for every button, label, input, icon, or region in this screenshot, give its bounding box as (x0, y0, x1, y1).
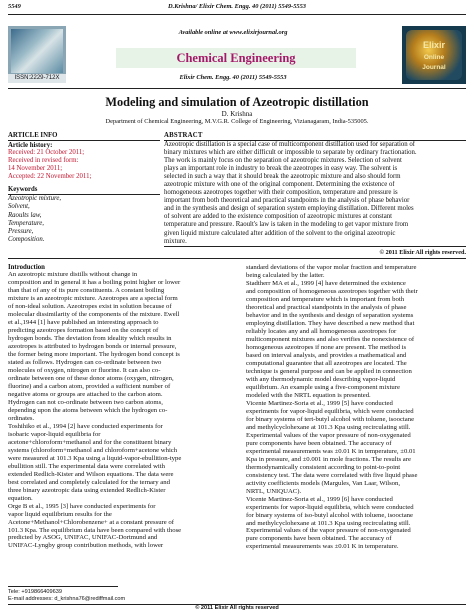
journal-name-band (116, 48, 356, 68)
author-affiliation: Department of Chemical Engineering, M.V.G.R. College of Engineering, Vizianagaram, India-535005. (105, 118, 369, 125)
abstract-line: Azeotropic distillation is a special case of multicomponent distillation used for separation of (164, 141, 416, 148)
abstract-line: homogeneous azeotropes together with their composition, temperature and pressure is (164, 189, 398, 197)
body-line: 101.3 Kpa. The equilibrium data have been compared with those (8, 526, 182, 534)
abstract-line: selected in such a way that it should break the azeotropic mixture and also should form (164, 173, 401, 181)
section-rule (8, 258, 466, 259)
body-line: computational guarantee that all azeotropes are located. The (246, 359, 407, 367)
body-line: multicomponent mixtures and also verifies the nonexistence of (246, 335, 415, 343)
cover-art (11, 29, 63, 73)
running-header (8, 3, 466, 13)
body-line: molecules of oxygen, nitrogen or fluorine. It can also co- (8, 366, 161, 374)
history-line: Accepted: 22 November 2011; (8, 173, 92, 181)
body-line: negative atoms or groups are attached to the carbon atom. (8, 390, 163, 398)
body-line: Hydrogen can not co-ordinate between two carbon atoms, (8, 398, 163, 406)
body-line: behavior and in the synthesis and design of separation systems (246, 311, 414, 319)
body-line: stated as follows. Hydrogen can co-ordinate between two (8, 358, 162, 366)
body-line: were measured at 101.3 Kpa using a liquid-vapor-ebullition-type (8, 454, 182, 462)
body-line: three binary azeotropic data using extended Redlich-Kister (8, 486, 166, 494)
abstract-line: important from both theoretical and practical standpoints in the analysis of phase behavior (164, 197, 410, 205)
body-line: and composition of homogeneous azeotropes together with their (246, 287, 418, 295)
left-column (8, 264, 228, 550)
body-line: molecular dissimilarity of the components of the mixture. Ewell (8, 310, 180, 318)
body-line: modeled with the NRTL equation is presented. (246, 391, 371, 399)
logo-word-3: Journal (422, 64, 446, 71)
elixir-citation: Elixir Chem. Engg. 40 (2011) 5549-5553 (179, 74, 287, 81)
article-info (8, 132, 160, 244)
body-line: activity coefficients models (Margules, Van Laar, Wilson, (246, 479, 401, 487)
footer-tele: Tele: +919866409639 (8, 589, 62, 595)
logo-word-2: Online (423, 54, 445, 61)
body-line: equilibrium. An example using a five-component mixture (246, 383, 400, 391)
right-column (246, 264, 466, 551)
body-line: vapor liquid equilibrium results for the (8, 510, 112, 518)
body-line: Orge B et al., 1995 [3] have conducted experiments for (8, 502, 156, 510)
body-line: composition and in general it has a boiling point higher or lower (8, 278, 181, 286)
body-line: best correlated and completely calculated for the ternary and (8, 478, 170, 486)
abstract-rule (164, 246, 466, 247)
footer-email[interactable]: E-mail addresses: d_krishna76@rediffmail.com (8, 596, 126, 602)
abstract-line: binary mixtures which are either difficult or impossible to separate by ordinary fractionation. (164, 149, 417, 157)
body-line: Acetone+Methanol+Chlorobenzene+ at a constant pressure of (8, 518, 174, 526)
abstract (164, 132, 466, 246)
body-line: employing distillation. They have described a new method that (246, 319, 415, 327)
body-line: equation. (8, 494, 33, 502)
abstract-line: The work is mainly focus on the separation of azeotropic mixtures. Selection of solvent (164, 157, 402, 165)
keywords-heading: Keywords (8, 186, 38, 194)
left-column-text (8, 271, 228, 550)
article-title: Modeling and simulation of Azeotropic distillation (105, 95, 369, 109)
body-line: theoretical and practical standpoints in the analysis of phase (246, 303, 407, 311)
body-line: technique is general purpose and can be applied in connection (246, 367, 412, 375)
body-line: extended Redlich-Kister and Wilson equations. The data were (8, 470, 174, 478)
journal-cover-image (8, 26, 66, 83)
abstract-line: mixture. (164, 237, 187, 245)
page-number: 5549 (8, 3, 21, 10)
body-line: pure components have been obtained. The accuracy of (246, 439, 392, 447)
body-line: experiments for vapor-liquid equilibria, which were conducted (246, 503, 414, 511)
body-line: based on interval analysis, and provides a mathematical and (246, 351, 407, 359)
body-line: Experimental values of the vapor pressure of non-oxygenated (246, 527, 411, 535)
body-line: for binary systems of tert-butyl alcohol with toluene, isooctane (246, 415, 415, 423)
abstract-line: of solvent are added to the existence composition of azeotropic mixtures at constant (164, 213, 393, 221)
history-line: Received in revised form: (8, 157, 79, 165)
header-rule (8, 14, 466, 15)
keyword: Composition. (8, 235, 45, 243)
keyword: Solvent, (8, 203, 30, 211)
article-info-heading: ARTICLE INFO (8, 132, 58, 139)
body-line: reliably locates any and all homogeneous azeotropes for (246, 327, 397, 335)
logo-word-1: Elixir (422, 40, 445, 50)
abstract-line: azeotropic mixture with one of the original component. Determining the existence of (164, 181, 395, 189)
body-line: of non-ideal solution. Azeotropes exist in solution because of (8, 302, 172, 310)
article-author: D. Krishna (221, 110, 253, 118)
journal-banner (66, 26, 400, 86)
keyword: Pressure, (8, 227, 34, 235)
history-line: Received: 21 October 2011; (8, 149, 85, 156)
body-line: UNIFAC-Lyngby group contribution methods, with lower (8, 542, 164, 550)
elixir-logo (402, 26, 466, 84)
body-line: standard deviations of the vapor molar fraction and temperature (246, 264, 417, 271)
body-line: Stadtherr MA et al., 1999 [4] have determined the existence (246, 279, 406, 287)
body-line: Experimental values of the vapor pressure of non-oxygenated (246, 431, 411, 439)
body-line: composition and temperature which is important from both (246, 295, 405, 303)
body-line: hydrogen bonds. The deviation from ideality which results in (8, 334, 172, 342)
body-line: ordinate between one of these donor atoms (oxygen, nitrogen, (8, 374, 174, 382)
body-line: acetone+chloroform+methanol and for the constituent binary (8, 438, 172, 446)
body-line: Toshihiko et al., 1994 [2] have conducted experiments for (8, 422, 163, 430)
intro-heading: Introduction (8, 264, 45, 271)
keyword: Azeotropic mixture, (8, 195, 62, 203)
body-line: An azeotropic mixture distills without change in (8, 271, 138, 278)
abstract-line: temperature and pressure. Raoult's law is taken in the modeling to get vapor mixture from (164, 221, 409, 229)
abstract-heading: ABSTRACT (164, 132, 203, 139)
body-line: being calculated by the latter. (246, 271, 325, 279)
banner-rule (8, 88, 466, 89)
body-line: et al.,1944 [1] have published an interesting approach to (8, 318, 159, 326)
keyword: Raoults law, (8, 211, 42, 219)
footer-copyright: © 2011 Elixir All rights reserved (195, 605, 279, 611)
body-line: predicting azeotropes formation based on the concept of (8, 326, 159, 334)
right-column-text (246, 264, 466, 551)
body-line: azeotropes is attributed to hydrogen bonds or internal pressure, (8, 342, 177, 350)
body-line: depending upon the atoms between which the hydrogen co- (8, 406, 168, 414)
body-line: ordinates. (8, 414, 35, 422)
abstract-line: given liquid mixture calculated after addition of the solvent to the original azeotropic (164, 229, 396, 237)
body-line: fluorine) and a carbon atom, provided a sufficient number of (8, 382, 171, 390)
body-line: the former being more important. The hydrogen bond concept is (8, 350, 180, 358)
body-line: homogeneous azeotropes if none are present. The method is (246, 343, 407, 351)
body-line: predicted by ASOG, UNIFAC, UNIFAC-Dortmund and (8, 534, 158, 542)
body-line: and methylcyclohexane at 101.3 Kpa using recirculating still. (246, 423, 411, 431)
abstract-line: plays an important role in industry to break the azeotropes in easy way. The solvent is (164, 165, 398, 173)
body-line: systems (chloroform+methanol and chloroform+acetone which (8, 446, 178, 454)
issn-label: ISSN:2229-712X (8, 74, 66, 83)
body-line: thermodynamically consistent according to point-to-point (246, 463, 401, 471)
body-line: mixture is an azeotropic mixture. Azeotropes are a special form (8, 294, 178, 302)
history-line: 14 November 2011; (8, 165, 63, 173)
body-line: than that of any of its pure constituents. A constant boiling (8, 286, 165, 294)
body-line: Vicente Martinez-Soria et al., 1999 [5] have conducted (246, 399, 393, 407)
body-line: NRTL, UNIQUAC). (246, 487, 302, 495)
body-line: ebullition still. The experimental data were correlated with (8, 462, 165, 470)
body-line: pure components have been obtained. The accuracy of (246, 535, 392, 543)
body-line: with any thermodynamic model describing vapor-liquid (246, 375, 396, 383)
body-line: for binary systems of iso-butyl alcohol with toluene, isooctane (246, 511, 413, 519)
body-line: isobaric vapor-liquid equilibria for (8, 430, 101, 438)
history-heading: Article history: (8, 142, 53, 149)
journal-reference: D.Krishna/ Elixir Chem. Engg. 40 (2011) 5549-5553 (168, 3, 306, 10)
abstract-body (164, 141, 466, 246)
body-line: experimental measurements was ±0.01 K in temperature. (246, 543, 399, 551)
body-line: and methylcyclohexane at 101.3 Kpa using recirculating still. (246, 519, 411, 527)
available-online[interactable]: Available online at www.elixirjournal.org (178, 29, 288, 36)
abstract-copyright: © 2011 Elixir All rights reserved. (379, 249, 466, 256)
body-line: experimental measurements was ±0.01 K in temperature, ±0.01 (246, 447, 416, 455)
body-line: experiments for vapor-liquid equilibria, which were conducted (246, 407, 414, 415)
footnote-rule (8, 586, 118, 587)
body-line: Vicente Martinez-Soria et al., 1999 [6] have conducted (246, 495, 393, 503)
journal-name: Chemical Engineering (176, 51, 296, 65)
abstract-line: and in the synthesis and design of separation system employing distillation. Different moles (164, 205, 414, 213)
body-line: Kpa in pressure, and ±0.001 in mole fractions. The results are (246, 455, 411, 463)
keyword: Temperature, (8, 219, 44, 227)
body-line: consistency test. The data were correlated with five liquid phase (246, 471, 418, 479)
